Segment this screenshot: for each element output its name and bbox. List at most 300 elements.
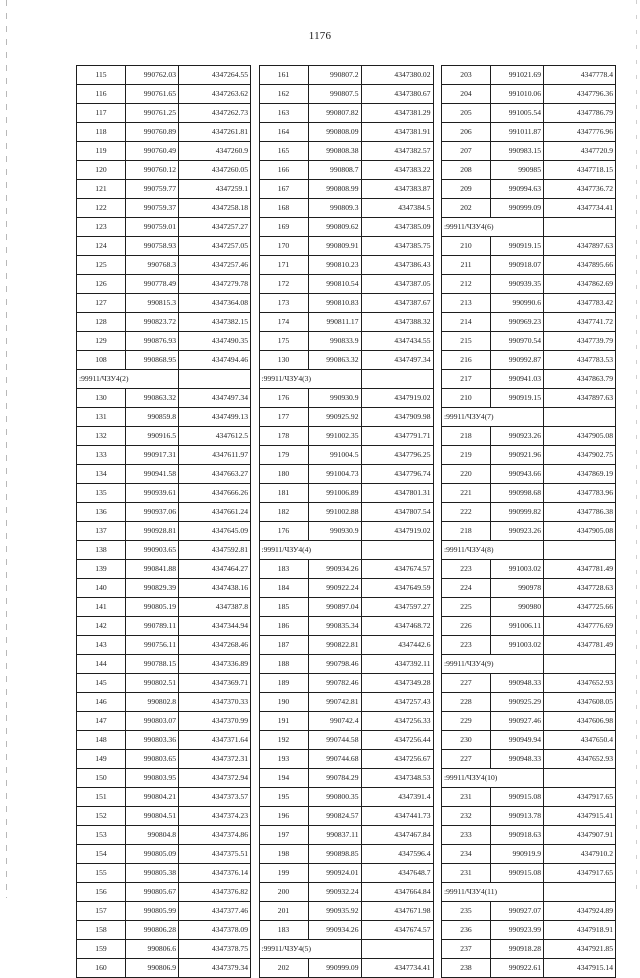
parcel-label: :99911/ЧЗУ4(7)	[442, 408, 544, 427]
y-coordinate-cell: 4347383.22	[361, 161, 433, 180]
point-number-cell: 150	[77, 769, 126, 788]
y-coordinate-cell: 4347376.14	[179, 864, 251, 883]
point-number-cell: 131	[77, 408, 126, 427]
table-row	[77, 940, 251, 959]
x-coordinate-cell: 990835.34	[308, 617, 361, 636]
y-coordinate-cell: 4347671.98	[361, 902, 433, 921]
point-number-cell: 117	[77, 104, 126, 123]
point-number-cell: 211	[442, 256, 491, 275]
point-number-cell: 136	[77, 503, 126, 522]
table-row	[77, 180, 251, 199]
table-row	[77, 66, 251, 85]
table-row	[442, 199, 616, 218]
point-number-cell: 142	[77, 617, 126, 636]
point-number-cell: 154	[77, 845, 126, 864]
y-coordinate-cell: 4347336.89	[179, 655, 251, 674]
point-number-cell: 160	[77, 959, 126, 978]
section-header-row	[259, 370, 433, 389]
y-coordinate-cell: 4347921.85	[544, 940, 616, 959]
point-number-cell: 183	[259, 560, 308, 579]
point-number-cell: 232	[442, 807, 491, 826]
parcel-label: :99911/ЧЗУ4(11)	[442, 883, 544, 902]
y-coordinate-cell: 4347373.57	[179, 788, 251, 807]
x-coordinate-cell: 990803.36	[126, 731, 179, 750]
parcel-label: :99911/ЧЗУ4(8)	[442, 541, 544, 560]
x-coordinate-cell: 990804.8	[126, 826, 179, 845]
table-row	[442, 484, 616, 503]
y-coordinate-cell: 4347385.09	[361, 218, 433, 237]
x-coordinate-cell: 990808.7	[308, 161, 361, 180]
table-row	[259, 674, 433, 693]
x-coordinate-cell: 990841.88	[126, 560, 179, 579]
x-coordinate-cell: 990778.49	[126, 275, 179, 294]
x-coordinate-cell: 990806.6	[126, 940, 179, 959]
table-row	[442, 370, 616, 389]
y-coordinate-cell: 4347378.75	[179, 940, 251, 959]
point-number-cell: 187	[259, 636, 308, 655]
table-row	[442, 921, 616, 940]
x-coordinate-cell: 990919.15	[491, 389, 544, 408]
x-coordinate-cell: 990924.01	[308, 864, 361, 883]
y-coordinate-cell: 4347378.09	[179, 921, 251, 940]
table-row	[259, 218, 433, 237]
table-row	[77, 883, 251, 902]
point-number-cell: 129	[77, 332, 126, 351]
y-coordinate-cell: 4347468.72	[361, 617, 433, 636]
point-number-cell: 202	[259, 959, 308, 978]
point-number-cell: 193	[259, 750, 308, 769]
y-coordinate-cell: 4347650.4	[544, 731, 616, 750]
point-number-cell: 194	[259, 769, 308, 788]
y-coordinate-cell: 4347778.4	[544, 66, 616, 85]
x-coordinate-cell: 990758.93	[126, 237, 179, 256]
y-coordinate-cell: 4347379.34	[179, 959, 251, 978]
y-coordinate-cell: 4347374.23	[179, 807, 251, 826]
x-coordinate-cell: 990759.01	[126, 218, 179, 237]
table-row	[259, 427, 433, 446]
y-coordinate-cell: 4347256.33	[361, 712, 433, 731]
table-row	[259, 712, 433, 731]
point-number-cell: 163	[259, 104, 308, 123]
x-coordinate-cell: 990918.63	[491, 826, 544, 845]
x-coordinate-cell: 990943.66	[491, 465, 544, 484]
y-coordinate-cell: 4347905.08	[544, 522, 616, 541]
scan-edge-left	[6, 0, 7, 898]
table-row	[77, 85, 251, 104]
point-number-cell: 235	[442, 902, 491, 921]
x-coordinate-cell: 990992.87	[491, 351, 544, 370]
x-coordinate-cell: 990808.09	[308, 123, 361, 142]
point-number-cell: 146	[77, 693, 126, 712]
point-number-cell: 127	[77, 294, 126, 313]
y-coordinate-cell: 4347918.91	[544, 921, 616, 940]
x-coordinate-cell: 991021.69	[491, 66, 544, 85]
x-coordinate-cell: 991005.54	[491, 104, 544, 123]
table-row	[77, 199, 251, 218]
empty-cell	[544, 655, 616, 674]
parcel-label: :99911/ЧЗУ4(10)	[442, 769, 544, 788]
y-coordinate-cell: 4347279.78	[179, 275, 251, 294]
x-coordinate-cell: 990925.29	[491, 693, 544, 712]
coordinate-table-right	[441, 65, 616, 978]
y-coordinate-cell: 4347919.02	[361, 389, 433, 408]
x-coordinate-cell: 990923.26	[491, 427, 544, 446]
y-coordinate-cell: 4347924.89	[544, 902, 616, 921]
y-coordinate-cell: 4347674.57	[361, 921, 433, 940]
table-row	[259, 845, 433, 864]
point-number-cell: 132	[77, 427, 126, 446]
x-coordinate-cell: 990925.92	[308, 408, 361, 427]
point-number-cell: 223	[442, 636, 491, 655]
point-number-cell: 165	[259, 142, 308, 161]
x-coordinate-cell: 990922.61	[491, 959, 544, 978]
point-number-cell: 171	[259, 256, 308, 275]
y-coordinate-cell: 4347649.59	[361, 579, 433, 598]
point-number-cell: 180	[259, 465, 308, 484]
table-row	[77, 503, 251, 522]
point-number-cell: 221	[442, 484, 491, 503]
point-number-cell: 170	[259, 237, 308, 256]
point-number-cell: 152	[77, 807, 126, 826]
x-coordinate-cell: 990829.39	[126, 579, 179, 598]
y-coordinate-cell: 4347895.66	[544, 256, 616, 275]
y-coordinate-cell: 4347497.34	[179, 389, 251, 408]
y-coordinate-cell: 4347392.11	[361, 655, 433, 674]
x-coordinate-cell: 990760.12	[126, 161, 179, 180]
x-coordinate-cell: 990876.93	[126, 332, 179, 351]
x-coordinate-cell: 990807.5	[308, 85, 361, 104]
x-coordinate-cell: 990837.11	[308, 826, 361, 845]
section-header-row	[259, 940, 433, 959]
point-number-cell: 227	[442, 750, 491, 769]
y-coordinate-cell: 4347781.49	[544, 636, 616, 655]
x-coordinate-cell: 990744.58	[308, 731, 361, 750]
x-coordinate-cell: 990897.04	[308, 598, 361, 617]
y-coordinate-cell: 4347909.98	[361, 408, 433, 427]
table-row	[442, 807, 616, 826]
x-coordinate-cell: 991010.06	[491, 85, 544, 104]
table-row	[77, 522, 251, 541]
point-number-cell: 155	[77, 864, 126, 883]
point-number-cell: 119	[77, 142, 126, 161]
table-row	[77, 674, 251, 693]
point-number-cell: 134	[77, 465, 126, 484]
table-row	[259, 294, 433, 313]
y-coordinate-cell: 4347862.69	[544, 275, 616, 294]
table-row	[77, 693, 251, 712]
point-number-cell: 231	[442, 864, 491, 883]
x-coordinate-cell: 990759.77	[126, 180, 179, 199]
point-number-cell: 210	[442, 389, 491, 408]
point-number-cell: 137	[77, 522, 126, 541]
y-coordinate-cell: 4347736.72	[544, 180, 616, 199]
table-row	[442, 389, 616, 408]
table-row	[259, 256, 433, 275]
y-coordinate-cell: 4347801.31	[361, 484, 433, 503]
x-coordinate-cell: 991002.88	[308, 503, 361, 522]
point-number-cell: 147	[77, 712, 126, 731]
y-coordinate-cell: 4347796.36	[544, 85, 616, 104]
table-row	[442, 275, 616, 294]
table-row	[442, 579, 616, 598]
x-coordinate-cell: 991006.89	[308, 484, 361, 503]
y-coordinate-cell: 4347391.4	[361, 788, 433, 807]
point-number-cell: 176	[259, 522, 308, 541]
x-coordinate-cell: 990762.03	[126, 66, 179, 85]
point-number-cell: 216	[442, 351, 491, 370]
x-coordinate-cell: 990913.78	[491, 807, 544, 826]
table-row	[259, 769, 433, 788]
y-coordinate-cell: 4347256.44	[361, 731, 433, 750]
x-coordinate-cell: 990948.33	[491, 674, 544, 693]
table-row	[442, 503, 616, 522]
point-number-cell: 196	[259, 807, 308, 826]
table-row	[259, 180, 433, 199]
x-coordinate-cell: 990999.09	[308, 959, 361, 978]
table-row	[259, 921, 433, 940]
parcel-label: :99911/ЧЗУ4(9)	[442, 655, 544, 674]
point-number-cell: 188	[259, 655, 308, 674]
y-coordinate-cell: 4347910.2	[544, 845, 616, 864]
y-coordinate-cell: 4347596.4	[361, 845, 433, 864]
x-coordinate-cell: 990999.82	[491, 503, 544, 522]
y-coordinate-cell: 4347467.84	[361, 826, 433, 845]
x-coordinate-cell: 991004.73	[308, 465, 361, 484]
y-coordinate-cell: 4347257.27	[179, 218, 251, 237]
y-coordinate-cell: 4347781.49	[544, 560, 616, 579]
y-coordinate-cell: 4347728.63	[544, 579, 616, 598]
table-row	[259, 693, 433, 712]
x-coordinate-cell: 990761.65	[126, 85, 179, 104]
point-number-cell: 124	[77, 237, 126, 256]
x-coordinate-cell: 990919.9	[491, 845, 544, 864]
x-coordinate-cell: 990810.54	[308, 275, 361, 294]
x-coordinate-cell: 990935.92	[308, 902, 361, 921]
point-number-cell: 128	[77, 313, 126, 332]
point-number-cell: 166	[259, 161, 308, 180]
point-number-cell: 233	[442, 826, 491, 845]
x-coordinate-cell: 990810.83	[308, 294, 361, 313]
table-row	[442, 446, 616, 465]
y-coordinate-cell: 4347383.87	[361, 180, 433, 199]
y-coordinate-cell: 4347372.31	[179, 750, 251, 769]
parcel-label: :99911/ЧЗУ4(3)	[259, 370, 361, 389]
y-coordinate-cell: 4347776.96	[544, 123, 616, 142]
x-coordinate-cell: 990761.25	[126, 104, 179, 123]
y-coordinate-cell: 4347796.74	[361, 465, 433, 484]
table-row	[77, 332, 251, 351]
y-coordinate-cell: 4347386.43	[361, 256, 433, 275]
x-coordinate-cell: 990811.17	[308, 313, 361, 332]
y-coordinate-cell: 4347791.71	[361, 427, 433, 446]
coordinate-table-middle	[259, 65, 434, 978]
x-coordinate-cell: 990941.58	[126, 465, 179, 484]
y-coordinate-cell: 4347597.27	[361, 598, 433, 617]
point-number-cell: 122	[77, 199, 126, 218]
point-number-cell: 204	[442, 85, 491, 104]
table-row	[259, 636, 433, 655]
y-coordinate-cell: 4347262.73	[179, 104, 251, 123]
point-number-cell: 206	[442, 123, 491, 142]
table-row	[259, 484, 433, 503]
x-coordinate-cell: 990980	[491, 598, 544, 617]
x-coordinate-cell: 990934.26	[308, 560, 361, 579]
y-coordinate-cell: 4347796.25	[361, 446, 433, 465]
point-number-cell: 143	[77, 636, 126, 655]
table-row	[442, 313, 616, 332]
x-coordinate-cell: 990939.35	[491, 275, 544, 294]
x-coordinate-cell: 990915.08	[491, 864, 544, 883]
x-coordinate-cell: 990782.46	[308, 674, 361, 693]
table-row	[77, 788, 251, 807]
point-number-cell: 140	[77, 579, 126, 598]
table-row	[259, 66, 433, 85]
y-coordinate-cell: 4347783.42	[544, 294, 616, 313]
y-coordinate-cell: 4347786.38	[544, 503, 616, 522]
table-row	[259, 237, 433, 256]
x-coordinate-cell: 990903.65	[126, 541, 179, 560]
point-number-cell: 162	[259, 85, 308, 104]
y-coordinate-cell: 4347258.18	[179, 199, 251, 218]
x-coordinate-cell: 990804.51	[126, 807, 179, 826]
x-coordinate-cell: 990806.28	[126, 921, 179, 940]
table-row	[77, 560, 251, 579]
table-row	[77, 237, 251, 256]
point-number-cell: 130	[259, 351, 308, 370]
x-coordinate-cell: 990759.37	[126, 199, 179, 218]
table-row	[442, 959, 616, 978]
x-coordinate-cell: 990788.15	[126, 655, 179, 674]
y-coordinate-cell: 4347863.79	[544, 370, 616, 389]
point-number-cell: 207	[442, 142, 491, 161]
x-coordinate-cell: 990810.23	[308, 256, 361, 275]
point-number-cell: 205	[442, 104, 491, 123]
x-coordinate-cell: 990802.8	[126, 693, 179, 712]
point-number-cell: 202	[442, 199, 491, 218]
table-row	[259, 85, 433, 104]
x-coordinate-cell: 990800.35	[308, 788, 361, 807]
table-row	[259, 123, 433, 142]
point-number-cell: 186	[259, 617, 308, 636]
point-number-cell: 201	[259, 902, 308, 921]
empty-cell	[544, 769, 616, 788]
table-row	[442, 674, 616, 693]
point-number-cell: 139	[77, 560, 126, 579]
table-row	[77, 313, 251, 332]
x-coordinate-cell: 990985	[491, 161, 544, 180]
section-header-row	[442, 769, 616, 788]
parcel-label: :99911/ЧЗУ4(2)	[77, 370, 179, 389]
y-coordinate-cell: 4347915.14	[544, 959, 616, 978]
point-number-cell: 149	[77, 750, 126, 769]
point-number-cell: 185	[259, 598, 308, 617]
table-row	[259, 617, 433, 636]
point-number-cell: 169	[259, 218, 308, 237]
x-coordinate-cell: 990898.85	[308, 845, 361, 864]
table-row	[77, 750, 251, 769]
table-row	[442, 161, 616, 180]
point-number-cell: 161	[259, 66, 308, 85]
table-row	[442, 522, 616, 541]
y-coordinate-cell: 4347611.97	[179, 446, 251, 465]
y-coordinate-cell: 4347441.73	[361, 807, 433, 826]
point-number-cell: 164	[259, 123, 308, 142]
x-coordinate-cell: 990917.31	[126, 446, 179, 465]
x-coordinate-cell: 990919.15	[491, 237, 544, 256]
section-header-row	[442, 218, 616, 237]
y-coordinate-cell: 4347499.13	[179, 408, 251, 427]
table-row	[259, 864, 433, 883]
y-coordinate-cell: 4347734.41	[544, 199, 616, 218]
table-row	[442, 256, 616, 275]
point-number-cell: 199	[259, 864, 308, 883]
x-coordinate-cell: 990803.95	[126, 769, 179, 788]
empty-cell	[544, 408, 616, 427]
empty-cell	[361, 940, 433, 959]
table-row	[259, 826, 433, 845]
point-number-cell: 226	[442, 617, 491, 636]
table-row	[259, 465, 433, 484]
table-row	[77, 294, 251, 313]
point-number-cell: 121	[77, 180, 126, 199]
x-coordinate-cell: 990805.99	[126, 902, 179, 921]
table-row	[77, 161, 251, 180]
table-row	[77, 579, 251, 598]
table-row	[442, 85, 616, 104]
y-coordinate-cell: 4347608.05	[544, 693, 616, 712]
table-row	[259, 389, 433, 408]
table-row	[77, 389, 251, 408]
point-number-cell: 145	[77, 674, 126, 693]
y-coordinate-cell: 4347664.84	[361, 883, 433, 902]
y-coordinate-cell: 4347384.5	[361, 199, 433, 218]
point-number-cell: 218	[442, 427, 491, 446]
table-row	[259, 313, 433, 332]
table-row	[77, 902, 251, 921]
point-number-cell: 141	[77, 598, 126, 617]
empty-cell	[361, 370, 433, 389]
y-coordinate-cell: 4347917.65	[544, 788, 616, 807]
table-row	[442, 750, 616, 769]
y-coordinate-cell: 4347387.8	[179, 598, 251, 617]
point-number-cell: 157	[77, 902, 126, 921]
y-coordinate-cell: 4347260.9	[179, 142, 251, 161]
y-coordinate-cell: 4347385.75	[361, 237, 433, 256]
y-coordinate-cell: 4347349.28	[361, 674, 433, 693]
x-coordinate-cell: 991002.35	[308, 427, 361, 446]
point-number-cell: 209	[442, 180, 491, 199]
point-number-cell: 176	[259, 389, 308, 408]
point-number-cell: 217	[442, 370, 491, 389]
y-coordinate-cell: 4347915.41	[544, 807, 616, 826]
y-coordinate-cell: 4347261.81	[179, 123, 251, 142]
point-number-cell: 190	[259, 693, 308, 712]
empty-cell	[361, 541, 433, 560]
y-coordinate-cell: 4347257.43	[361, 693, 433, 712]
point-number-cell: 118	[77, 123, 126, 142]
x-coordinate-cell: 990756.11	[126, 636, 179, 655]
x-coordinate-cell: 990803.65	[126, 750, 179, 769]
point-number-cell: 151	[77, 788, 126, 807]
table-row	[77, 636, 251, 655]
x-coordinate-cell: 990928.81	[126, 522, 179, 541]
point-number-cell: 174	[259, 313, 308, 332]
table-row	[442, 427, 616, 446]
x-coordinate-cell: 990990.6	[491, 294, 544, 313]
x-coordinate-cell: 990815.3	[126, 294, 179, 313]
point-number-cell: 198	[259, 845, 308, 864]
point-number-cell: 175	[259, 332, 308, 351]
